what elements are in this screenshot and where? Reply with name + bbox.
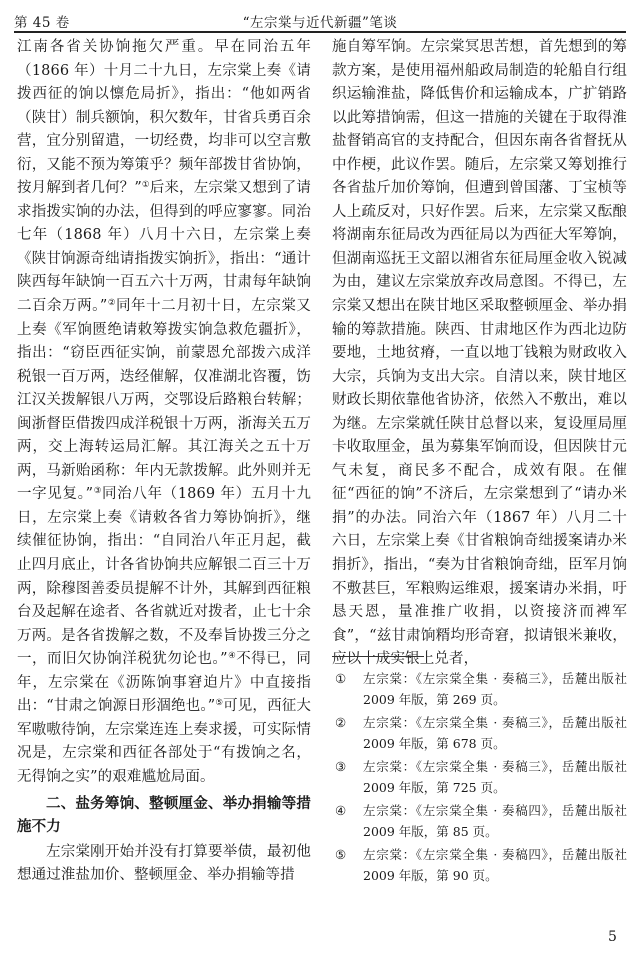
footnote-number: ④ [335, 803, 347, 818]
footnote-marker[interactable]: ⑤ [215, 698, 224, 709]
footnote-text: 左宗棠：《左宗棠全集 · 奏稿三》，岳麓出版社 2009 年版，第 269 页。 [363, 671, 627, 707]
footnote-marker[interactable]: ② [107, 298, 117, 309]
footnote-item [332, 713, 627, 754]
text-run: 左宗棠刚开始并没有打算要举债，最初他想通过淮盐加价、整顿厘金、举办捐输等措 [17, 843, 311, 884]
body-paragraph [332, 36, 627, 672]
text-run: 施自筹军饷。左宗棠冥思苦想，首先想到的筹款方案，是使用福州船政局制造的轮船自行组织运输淮盐，降低售价和运输成本，广扩销路以此筹措饷需，但这一措施的关键在于取得淮盐督销高官的支持配合，但因东南各省督抚从中作梗，此议作罢。随后，左宗棠又筹划推行各省盐斤加价筹饷，但遭到曾国藩、丁宝桢等人上疏反对，只好作罢。后来，左宗棠又酝酿将湖南东征局改为西征局以为西征大军筹饷，但湖南巡抚王文韶以湘省东征局厘金收入锐减为由，建议左宗棠放弃改局意图。不得已，左宗棠又想出在陕甘地区采取整顿厘金、举办捐输的筹款措施。陕西、甘肃地区作为西北边防要地，土地贫瘠，一直以地丁钱粮为财政收入大宗，兵饷为支出大宗。自清以来，陕甘地区财政长期依靠他省协济，依然入不敷出，难以为继。左宗棠就任陕甘总督以来，复设厘局厘卡收取厘金，虽为募集军饷而设，但因陕甘元气未复，商民多不配合，成效有限。在催征“西征的饷”不济后，左宗棠想到了“请办米捐”的办法。同治六年（1867 年）八月二十六日，左宗棠上奏《甘省粮饷奇绌援案请办米捐折》，指出，“奏为甘省粮饷奇绌，臣军月饷不敷甚巨，军粮购运维艰，援案请办米捐，吁恳天恩，量准推广收捐，以资接济而裨军食”，“兹甘肃饷糈均形奇窘，拟请银米兼收，应以十成实银上兑者， [332, 39, 627, 668]
section-heading: 二、盐务筹饷、整顿厘金、举办捐输等措施不力 [17, 795, 311, 835]
header-rule [14, 31, 626, 33]
footnote-item [332, 845, 627, 886]
footnote-marker[interactable]: ③ [93, 486, 102, 497]
footnote-number: ② [335, 715, 347, 730]
footnote-item [332, 801, 627, 842]
footnotes [332, 669, 627, 889]
footnote-text: 左宗棠：《左宗棠全集 · 奏稿三》，岳麓出版社 2009 年版，第 678 页。 [363, 715, 627, 751]
volume-label: 第 45 卷 [14, 15, 70, 31]
footnote-marker[interactable]: ① [141, 180, 150, 191]
footnote-number: ⑤ [335, 847, 347, 862]
footnote-marker[interactable]: ④ [227, 651, 237, 662]
footnote-number: ③ [335, 759, 347, 774]
left-paragraphs-after-heading [17, 841, 311, 888]
page-number: 5 [608, 929, 617, 945]
text-run: 江南各省关协饷拖欠严重。早在同治五年（1866 年）十月二十九日，左宗棠上奏《请拨西征的饷以懔危局折》，指出：“他如两省（陕甘）制兵额饷，积欠数年，甘省兵勇百余营，宜分别留遣，一切经费，均非可以空言敷衍，又能不预为筹策乎？频年部拨甘省协饷，按月解到者几何？” [17, 39, 311, 197]
left-paragraphs [17, 36, 311, 790]
right-paragraphs [332, 36, 627, 672]
footnote-text: 左宗棠：《左宗棠全集 · 奏稿四》，岳麓出版社 2009 年版，第 85 页。 [363, 803, 627, 839]
text-run: 可见，西征大军嗷嗷待饷，左宗棠连连上奏求援，可实际情况是，左宗棠和西征各部处于“有拨饷之名，无得饷之实”的艰难尴尬局面。 [17, 698, 311, 785]
text-run: 不得已，同年，左宗棠在《沥陈饷事窘迫片》中直接指出：“甘肃之饷源日形涸绝也。” [17, 651, 311, 715]
footnote-item [332, 757, 627, 798]
section-running-title: “左宗棠与近代新疆”笔谈 [242, 15, 398, 31]
footnote-item [332, 669, 627, 710]
body-paragraph [17, 841, 311, 888]
text-run: 后来，左宗棠又想到了请求指拨实饷的办法，但得到的呼应寥寥。同治七年（1868 年）八月十六日，左宗棠上奏《陕甘饷源奇绌请指拨实饷折》，指出：“通计陕西每年缺饷一百五六十万两，甘肃每年缺饷二百余万两。” [17, 180, 311, 315]
text-run: 同年十二月初十日，左宗棠又上奏《军饷匮绝请敕筹拨实饷急救危疆折》，指出：“窃臣西征实饷，前蒙恩允部拨六成洋税银一百万两，迭经催解，仅准湖北咨覆，饬江汉关拨解银八万两，交鄂设后路粮台转解；闽浙督臣借拨四成洋税银十万两，浙海关五万两，交上海转运局汇解。其江海关之五十万两，马新贻函称：年内无款拨解。此外则并无一字见复。” [17, 298, 311, 503]
body-paragraph [17, 36, 311, 790]
right-column [332, 36, 627, 672]
footnote-number: ① [335, 671, 347, 686]
footnote-text: 左宗棠：《左宗棠全集 · 奏稿四》，岳麓出版社 2009 年版，第 90 页。 [363, 847, 627, 883]
footnote-rule [332, 656, 424, 657]
text-run: 同治八年（1869 年）五月十九日，左宗棠上奏《请敕各省力筹协饷折》，继续催征协饷，指出：“自同治八年正月起，截止四月底止，计各省协饷共应解银二百三十万两，除穆图善委员提解不计外，其解到西征粮台及起解在途者、各省就近对拨者，止七十余万两。是各省拨解之数，不及奉旨协拨三分之一，而旧欠协饷洋税犹勿论也。” [17, 486, 311, 668]
footnote-text: 左宗棠：《左宗棠全集 · 奏稿三》，岳麓出版社 2009 年版，第 725 页。 [363, 759, 627, 795]
left-column [17, 36, 311, 888]
